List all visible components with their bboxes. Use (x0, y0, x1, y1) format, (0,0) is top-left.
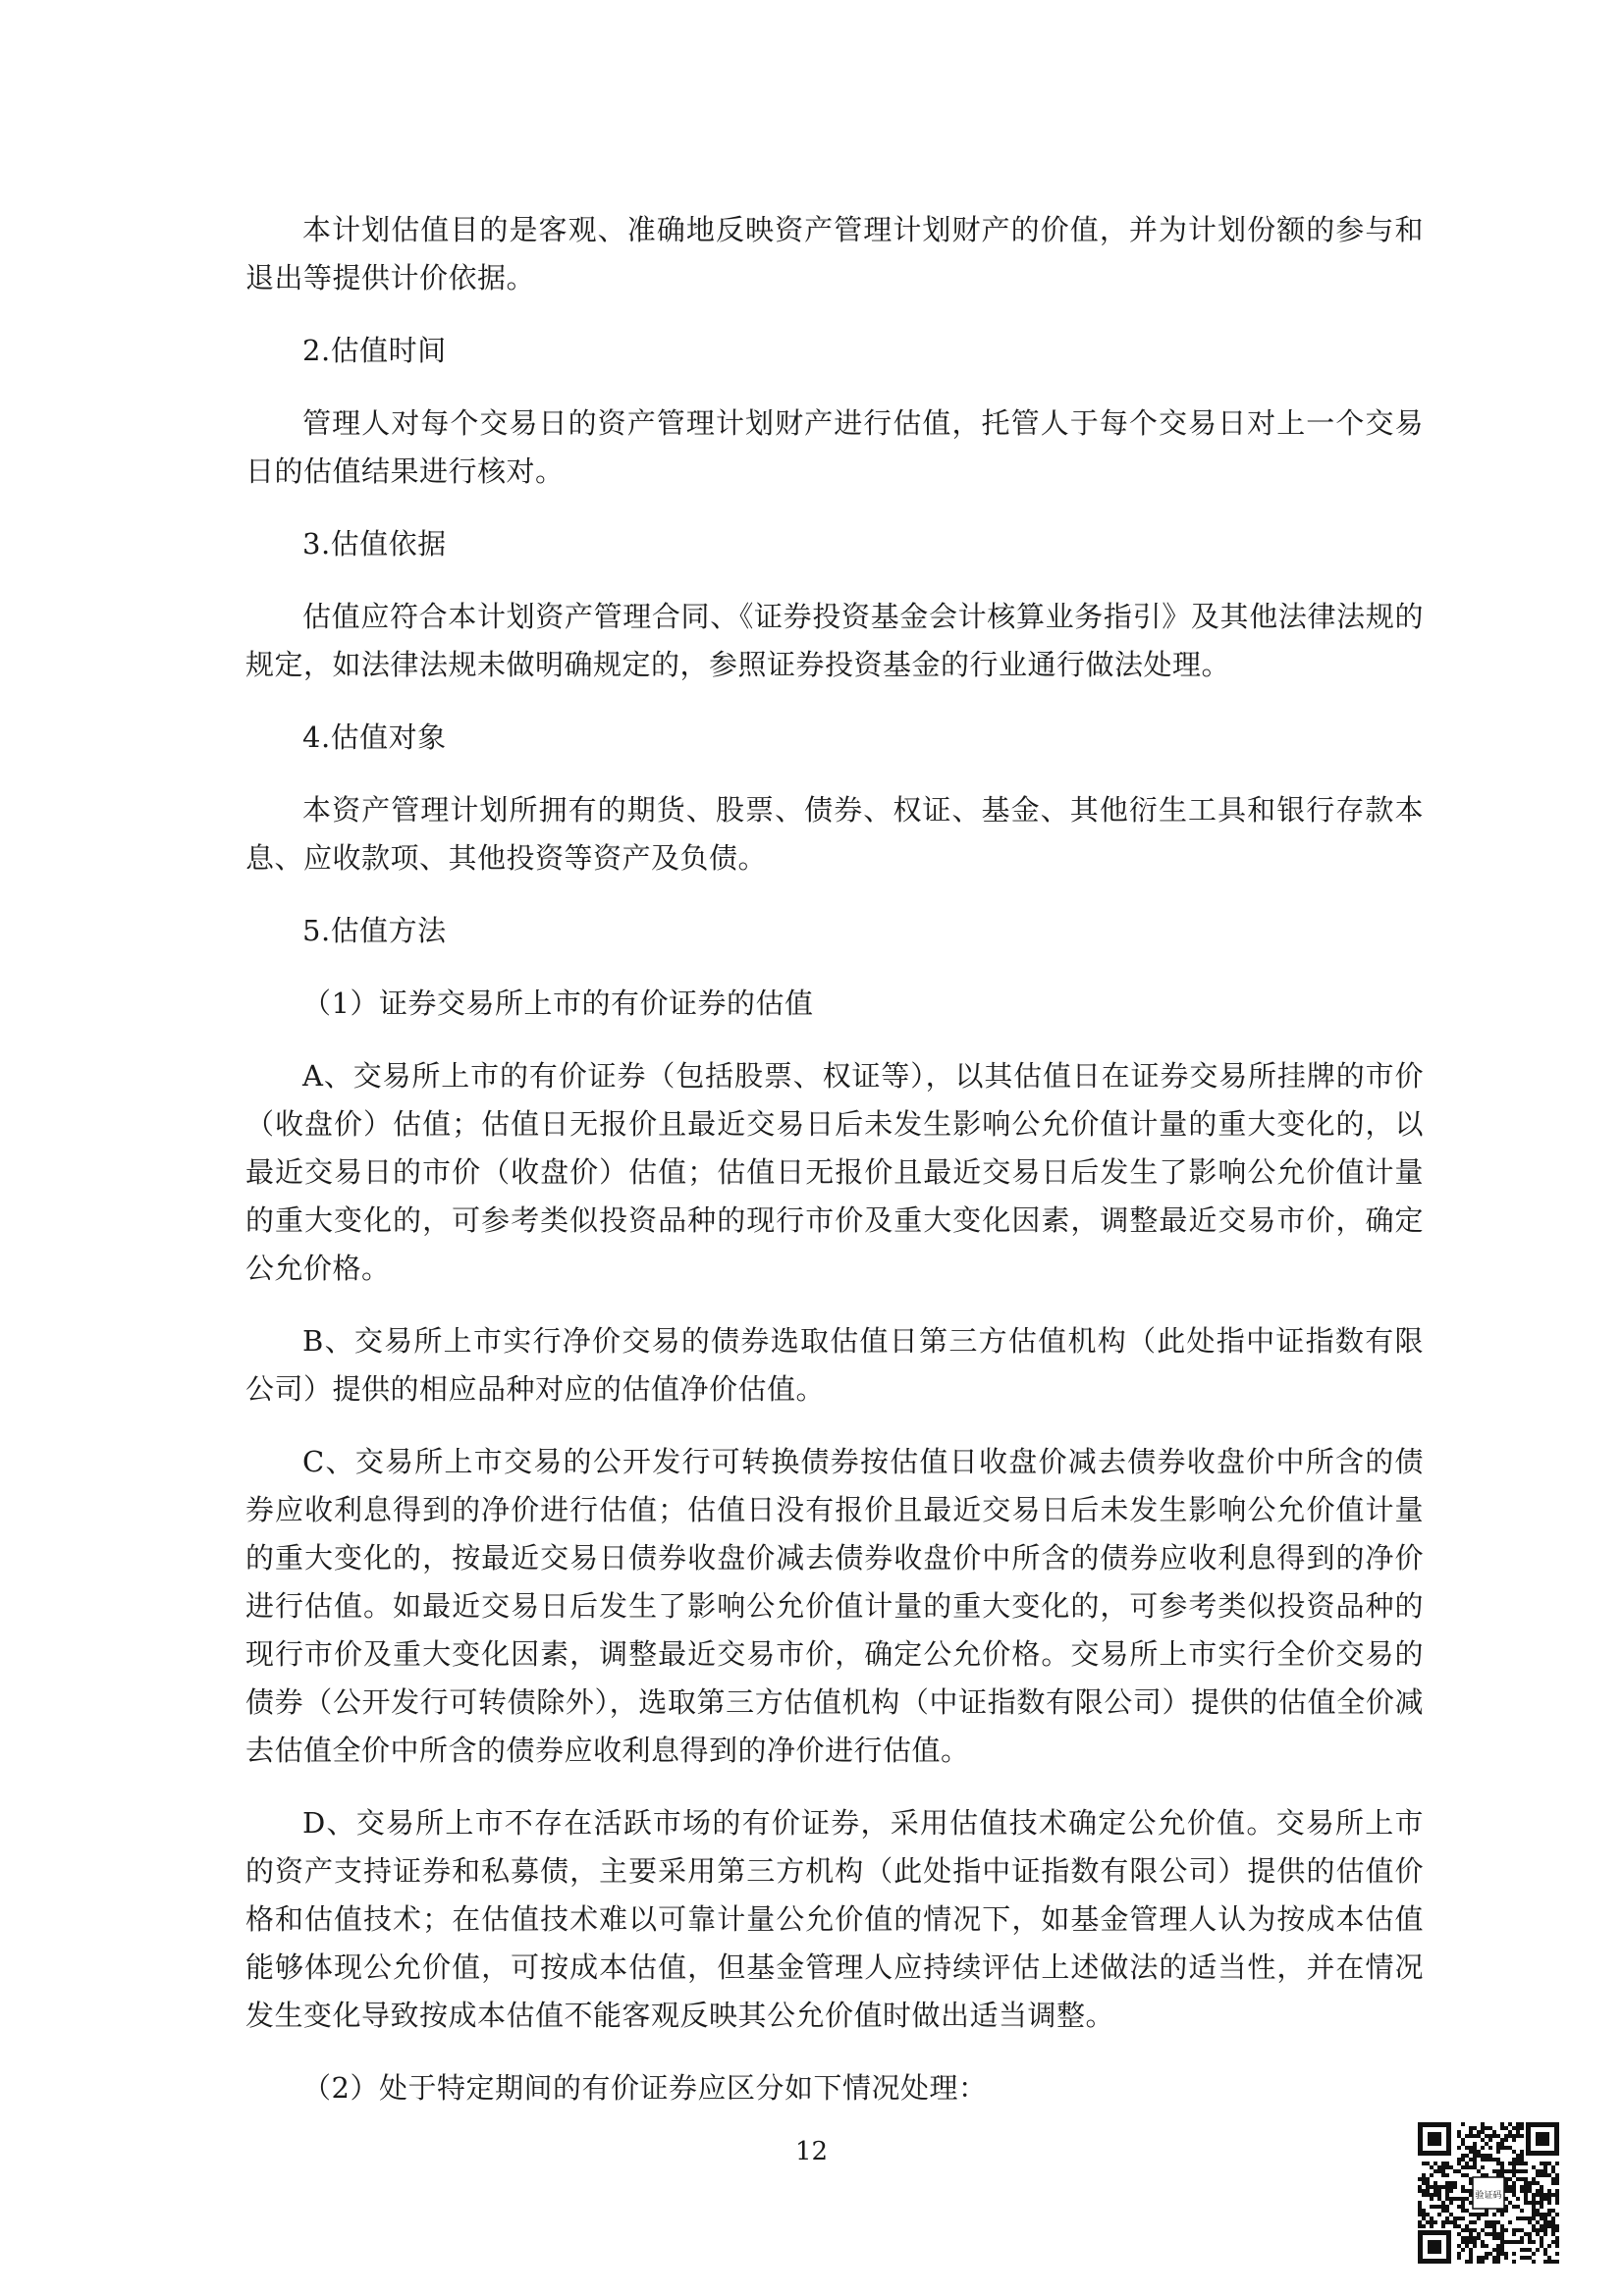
qr-code-icon (1416, 2120, 1561, 2266)
paragraph-item-d: D、交易所上市不存在活跃市场的有价证券，采用估值技术确定公允价值。交易所上市的资产支持证券和私募债，主要采用第三方机构（此处指中证指数有限公司）提供的估值价格和估值技术；在估值技术难以可靠计量公允价值的情况下，如基金管理人认为按成本估值能够体现公允价值，可按成本估值，但基金管理人应持续评估上述做法的适当性，并在情况发生变化导致按成本估值不能客观反映其公允价值时做出适当调整。 (245, 1806, 1424, 2032)
document-body (245, 206, 1424, 2137)
paragraph-valuation-objects: 本资产管理计划所拥有的期货、股票、债券、权证、基金、其他衍生工具和银行存款本息、应收款项、其他投资等资产及负债。 (245, 793, 1424, 875)
heading-valuation-objects: 4.估值对象 (302, 721, 447, 754)
paragraph-valuation-time: 管理人对每个交易日的资产管理计划财产进行估值，托管人于每个交易日对上一个交易日的估值结果进行核对。 (245, 406, 1424, 488)
paragraph-item-b: B、交易所上市实行净价交易的债券选取估值日第三方估值机构（此处指中证指数有限公司）提供的相应品种对应的估值净价估值。 (245, 1324, 1424, 1406)
paragraph-item-a: A、交易所上市的有价证券（包括股票、权证等），以其估值日在证券交易所挂牌的市价（收盘价）估值；估值日无报价且最近交易日后未发生影响公允价值计量的重大变化的，以最近交易日的市价（收盘价）估值；估值日无报价且最近交易日后发生了影响公允价值计量的重大变化的，可参考类似投资品种的现行市价及重大变化因素，调整最近交易市价，确定公允价格。 (245, 1059, 1424, 1285)
paragraph-item-c: C、交易所上市交易的公开发行可转换债券按估值日收盘价减去债券收盘价中所含的债券应收利息得到的净价进行估值；估值日没有报价且最近交易日后未发生影响公允价值计量的重大变化的，按最近交易日债券收盘价减去债券收盘价中所含的债券应收利息得到的净价进行估值。如最近交易日后发生了影响公允价值计量的重大变化的，可参考类似投资品种的现行市价及重大变化因素，调整最近交易市价，确定公允价格。交易所上市实行全价交易的债券（公开发行可转债除外），选取第三方估值机构（中证指数有限公司）提供的估值全价减去估值全价中所含的债券应收利息得到的净价进行估值。 (245, 1445, 1424, 1767)
heading-valuation-basis: 3.估值依据 (302, 527, 447, 561)
heading-valuation-time: 2.估值时间 (302, 334, 447, 367)
heading-valuation-methods: 5.估值方法 (302, 914, 447, 947)
subheading-exchange-securities: （1）证券交易所上市的有价证券的估值 (302, 987, 814, 1020)
page-number: 12 (794, 2137, 829, 2166)
paragraph-valuation-basis: 估值应符合本计划资产管理合同、《证券投资基金会计核算业务指引》及其他法律法规的规定，如法律法规未做明确规定的，参照证券投资基金的行业通行做法处理。 (245, 600, 1424, 681)
paragraph-valuation-purpose: 本计划估值目的是客观、准确地反映资产管理计划财产的价值，并为计划份额的参与和退出等提供计价依据。 (245, 213, 1424, 294)
subheading-special-period: （2）处于特定期间的有价证券应区分如下情况处理： (302, 2071, 988, 2105)
qr-center-label: 验证码 (1475, 2191, 1502, 2201)
